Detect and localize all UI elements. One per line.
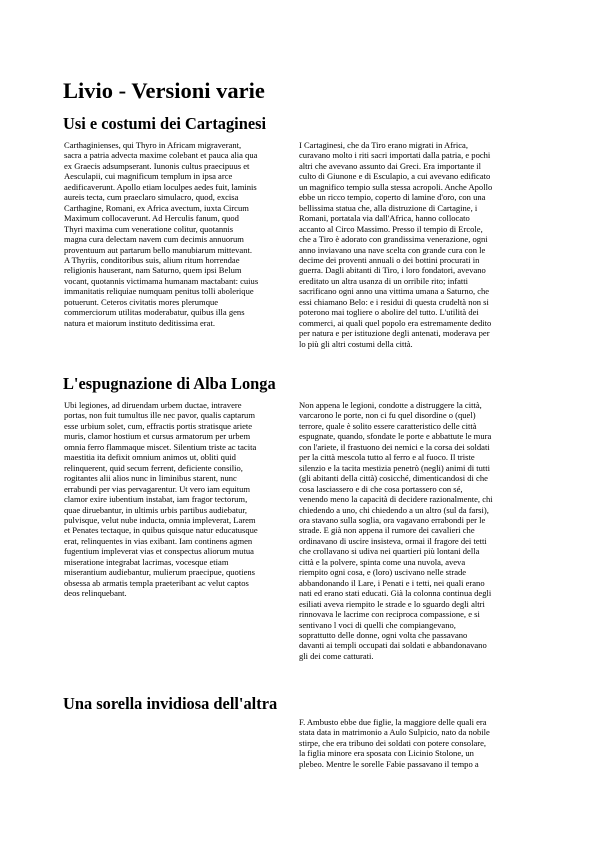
latin-text-alba-longa: Ubi legiones, ad diruendam urbem ductae, intravere portas, non fuit tumultus ille nec pavor, qualis captarum esse urbium solet, cum, effractis portis stratisque ariete muris, clamor hostium et cursus armatorum per urbem omnia ferro flammaque miscet. Silentium triste ac tacita maestitia ita defixit omnium animos ut, obliti quid relinquerent, quid secum ferrent, deficiente consilio, rogitantes alii alios nunc in liminibus starent, nunc errabundi per vias pervagarentur. Ut vero iam equitum clamor exire iubentium instabat, iam fragor tectorum, quae diruebantur, in ultimis urbis partibus audiebatur, pulvisque, velut nube inducta, omnia impleverat, Larem et Penates tectaque, in quibus quisque natur educatusque erat, relinquentes in vias exibant. Iam continens agmen fugentium impleverat vias et conspectus aliorum mutua miseratione integrabat lacrimas, vocesque etiam miserantium audiebantur, mulierum praecipue, quotiens obsessa ab armatis templa praeteribant ac velut captos deos relinquebant. — [64, 400, 258, 599]
italian-text-cartaginesi: I Cartaginesi, che da Tiro erano migrati in Africa, curavano molto i riti sacri importati dalla patria, e pochi altri che avevano assunto dai Greci. Era importante il culto di Giunone e di Esculapio, a cui avevano edificato un magnifico tempio sulla stessa acropoli. Anche Apollo ebbe un ricco tempio, coperto di lamine d'oro, con una bellissima statua che, alla distruzione di Cartagine, i Romani, portatala via dall'Africa, hanno collocato accanto al Circo Massimo. Presso il tempio di Ercole, che a Tiro è adorato con grandissima venerazione, ogni anno inviavano una nave scelta con grande cura con le decime dei proventi annuali o dei bottini procurati in guerra. Dagli abitanti di Tiro, i loro fondatori, avevano ereditato un altra usanza di un orribile rito; infatti sacrificano ogni anno una vittima umana a Saturno, che essi chiamano Belo: e i residui di questa crudeltà non si poterono mai togliere o abolire del tutto. L'utilità dei commerci, ai quali quel popolo era estremamente dedito per natura e per istituzione degli antenati, moderava per lo più gli altri costumi della città. — [299, 140, 493, 349]
latin-text-sorella-invidiosa — [64, 717, 296, 777]
italian-text-sorella-invidiosa: F. Ambusto ebbe due figlie, la maggiore delle quali era stata data in matrimonio a Aulo Sulpicio, nato da nobile stirpe, che era tribuno dei soldati con potere consolare, la figlia minore era sposata con Licinio Stolone, un plebeo. Mentre le sorelle Fabie passavano il tempo a — [299, 717, 490, 769]
section-heading-alba-longa: L'espugnazione di Alba Longa — [63, 374, 276, 393]
section-heading-cartaginesi: Usi e costumi dei Cartaginesi — [63, 114, 267, 133]
section-heading-sorella-invidiosa: Una sorella invidiosa dell'altra — [63, 694, 278, 713]
italian-text-alba-longa: Non appena le legioni, condotte a distruggere la città, varcarono le porte, non ci fu quel disordine o (quel) terrore, quale è solito essere caratteristico delle città espugnate, quando, sfondate le porte e abbattute le mura con l'ariete, il frastuono dei nemici e la corsa dei soldati per la città mescola tutto al ferro e al fuoco. Il triste silenzio e la tacita mestizia penetrò (negli) animi di tutti (gli abitanti della città) cosicché, dimenticandosi di che cosa lasciassero e di che cosa portassero con sé, venendo meno la capacità di decidere razionalmente, chi chiedendo a uno, chi chiedendo a un altro (sul da farsi), ora stavano sulla soglia, ora vagavano errabondi per le strade. E già non appena il rumore dei cavalieri che ordinavano di uscire insisteva, ormai il fragore dei tetti che crollavano si udiva nei quartieri più lontani della città e la polvere, spinta come una nuvola, aveva riempito ogni cosa, e (loro) uscivano nelle strade abbandonando il Lare, i Penati e i tetti, nei quali erano nati ed erano stati educati. Già la colonna continua degli esiliati aveva riempito le strade e lo sguardo degli altri rinnovava le lacrime con reciproca compassione, e si sentivano l voci di quelli che compiangevano, soprattutto delle donne, ogni volta che passavano davanti ai templi occupati dai soldati e abbandonavano gli dei come catturati. — [299, 400, 493, 661]
document-title: Livio - Versioni varie — [63, 78, 265, 103]
latin-text-cartaginesi: Carthaginienses, qui Thyro in Africam migraverant, sacra a patria advecta maxime colebant et pauca alia qua ex Graecis adsumpserant. Iunonis cultus praecipuus et Aesculapii, cui magnificum templum in ipsa arce aedificaverunt. Apollo etiam loculpes aedes fuit, laminis aureis tecta, cum praeclaro simulacro, quod, excisa Carthagine, Romani, ex Africa avectum, iuxta Circum Maximum collocaverunt. Ad Herculis fanum, quod Thyri maxima cum veneratione colitur, quotannis magna cura delectam navem cum decimis annuorum proventuum aut partarum bello manubiarum mittevant. A Thyriis, conditoribus suis, alium ritum horrendae religionis hauserant, nam Saturno, quem ipsi Belum vocant, quotannis victimama humanam mactabant: cuius immanitatis reliquiae numquam penitus tolli abolerique potuerunt. Ceteros civitatis mores plerumque commerciorum utilitas moderabatur, quibus illa gens natura et maiorum instituto deditissima erat. — [64, 140, 259, 328]
